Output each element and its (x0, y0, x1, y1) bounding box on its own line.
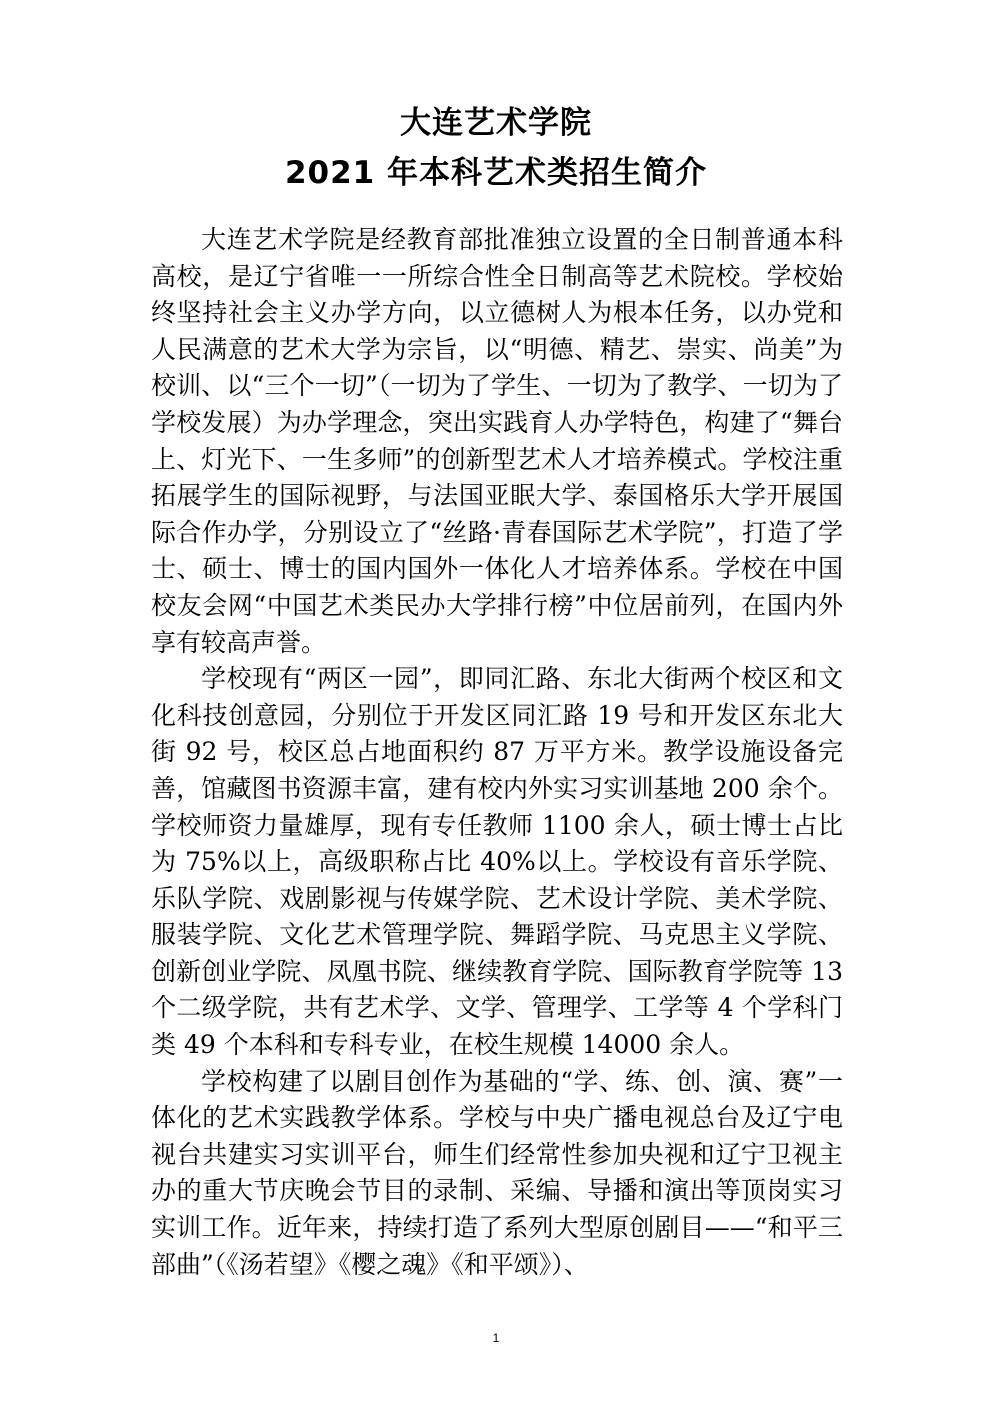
page-number: 1 (492, 1331, 500, 1345)
paragraph-art-practice: 学校构建了以剧目创作为基础的“学、练、创、演、赛”一体化的艺术实践教学体系。学校与中央广播电视总台及辽宁电视台共建实习实训平台，师生们经常性参加央视和辽宁卫视主办的重大节庆晚会节目的录制、采编、导播和演出等顶岗实习实训工作。近年来，持续打造了系列大型原创剧目——“和平三部曲”（《汤若望》《樱之魂》《和平颂》）、 (151, 1066, 843, 1279)
document-title (0, 98, 992, 198)
paragraph-introduction: 大连艺术学院是经教育部批准独立设置的全日制普通本科高校，是辽宁省唯一一所综合性全日制高等艺术院校。学校始终坚持社会主义办学方向，以立德树人为根本任务，以办党和人民满意的艺术大学为宗旨，以“明德、精艺、崇实、尚美”为校训、以“三个一切”（一切为了学生、一切为了教学、一切为了学校发展）为办学理念，突出实践育人办学特色，构建了“舞台上、灯光下、一生多师”的创新型艺术人才培养模式。学校注重拓展学生的国际视野，与法国亚眠大学、泰国格乐大学开展国际合作办学，分别设立了“丝路·青春国际艺术学院”，打造了学士、硕士、博士的国内国外一体化人才培养体系。学校在中国校友会网“中国艺术类民办大学排行榜”中位居前列，在国内外享有较高声誉。 (151, 225, 843, 657)
document-body (151, 222, 843, 1283)
paragraph-campus-faculty: 学校现有“两区一园”，即同汇路、东北大街两个校区和文化科技创意园，分别位于开发区同汇路 19 号和开发区东北大街 92 号，校区总占地面积约 87 万平方米。教学设施设备完善，馆藏图书资源丰富，建有校内外实习实训基地 200 余个。学校师资力量雄厚，现有专任教师 1100 余人，硕士博士占比为 75%以上，高级职称占比 40%以上。学校设有音乐学院、乐队学院、戏剧影视与传媒学院、艺术设计学院、美术学院、服装学院、文化艺术管理学院、舞蹈学院、马克思主义学院、创新创业学院、凤凰书院、继续教育学院、国际教育学院等 13 个二级学院，共有艺术学、文学、管理学、工学等 4 个学科门类 49 个本科和专科专业，在校生规模 14000 余人。 (151, 664, 843, 1060)
title-admission-brochure: 2021 年本科艺术类招生简介 (284, 155, 708, 191)
title-school-name: 大连艺术学院 (400, 105, 592, 141)
